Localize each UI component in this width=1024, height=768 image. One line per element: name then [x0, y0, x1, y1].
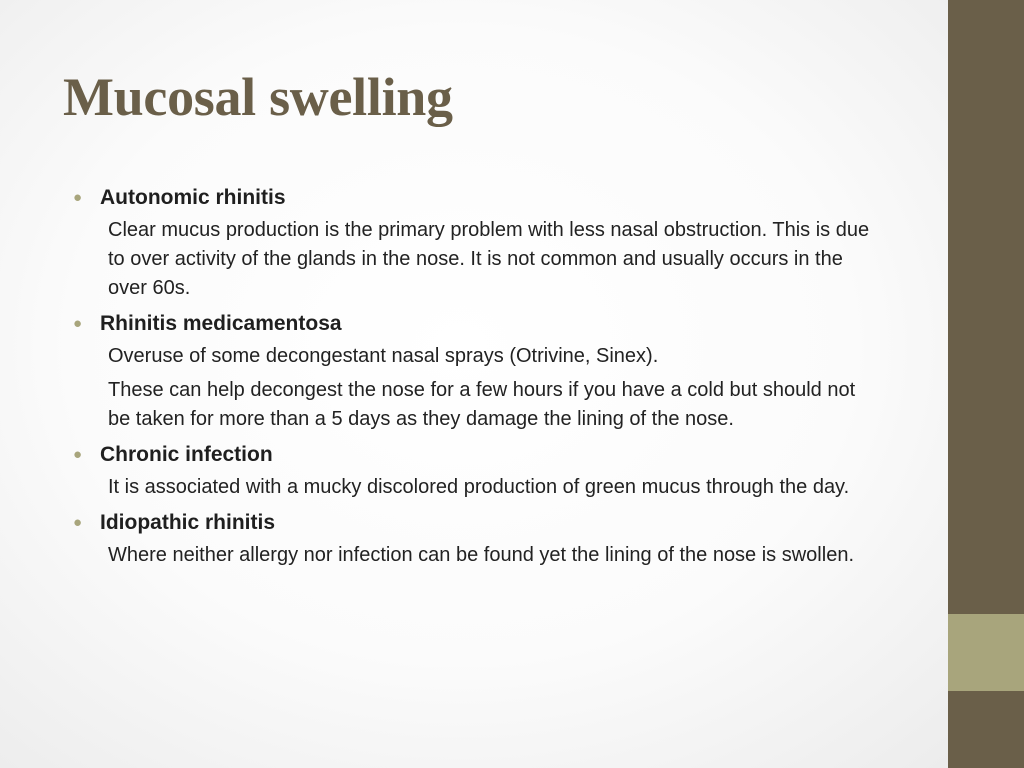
side-accent-block — [948, 614, 1024, 691]
bullet-description: Where neither allergy nor infection can be found yet the lining of the nose is swollen. — [108, 544, 854, 566]
bullet-dot-icon: ● — [73, 446, 83, 463]
bullet-dot-icon: ● — [73, 315, 83, 332]
bullet-heading: Autonomic rhinitis — [100, 186, 286, 209]
bullet-dot-icon: ● — [73, 514, 83, 531]
bullet-description: These can help decongest the nose for a few hours if you have a cold but should not be taken for more than a 5 days as they damage the lining of the nose. — [108, 379, 856, 430]
slide-content — [73, 182, 873, 575]
bullet-description: It is associated with a mucky discolored production of green mucus through the day. — [108, 476, 850, 498]
side-decoration-bar — [948, 0, 1024, 768]
slide-title: Mucosal swelling — [63, 67, 453, 127]
bullet-item-rhinitis-medicamentosa — [73, 308, 873, 340]
bullet-description: Overuse of some decongestant nasal sprays (Otrivine, Sinex). — [108, 345, 659, 367]
bullet-item-chronic-infection — [73, 439, 873, 471]
bullet-heading: Idiopathic rhinitis — [100, 511, 276, 534]
bullet-description: Clear mucus production is the primary problem with less nasal obstruction. This is due to over activity of the glands in the nose. It is not common and usually occurs in the over 60s. — [108, 219, 870, 299]
bullet-heading: Chronic infection — [100, 443, 273, 466]
bullet-heading: Rhinitis medicamentosa — [100, 312, 342, 335]
bullet-item-idiopathic-rhinitis — [73, 507, 873, 539]
bullet-dot-icon: ● — [73, 189, 83, 206]
bullet-item-autonomic-rhinitis — [73, 182, 873, 214]
